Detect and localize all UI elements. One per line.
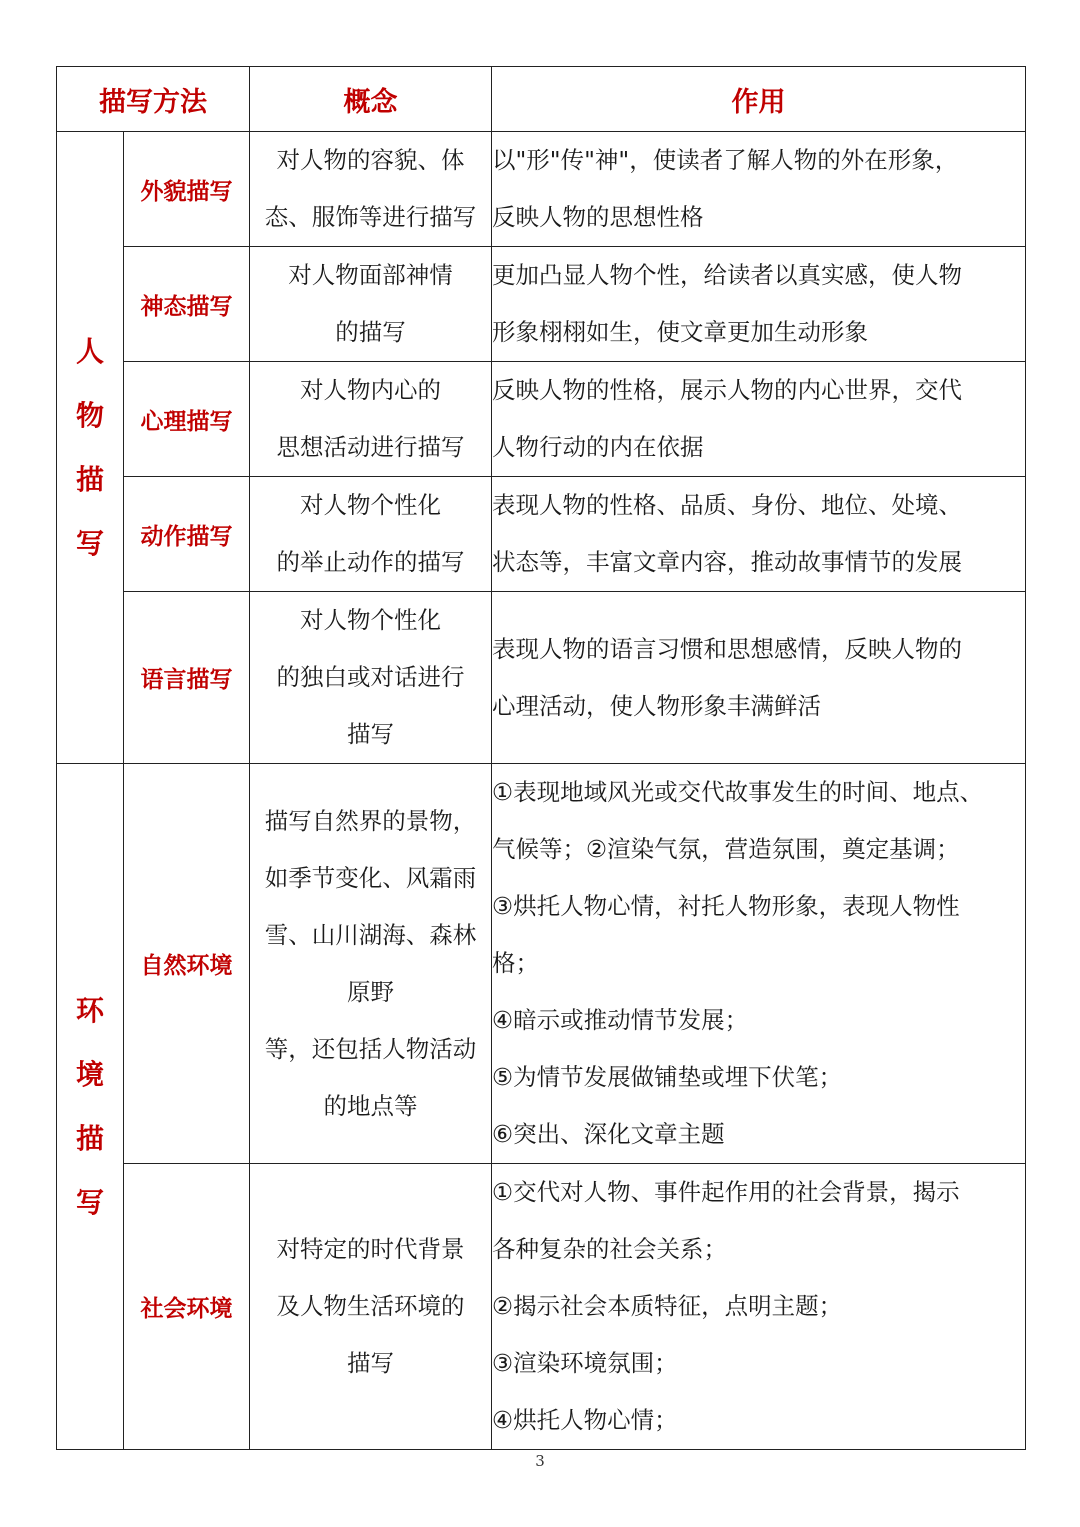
group-label-char: 描 (75, 1121, 104, 1155)
method-label: 神态描写 (124, 247, 250, 362)
concept-cell (250, 592, 492, 764)
effect-line: ⑥突出、深化文章主题 (492, 1120, 725, 1148)
effect-cell (492, 477, 1026, 592)
effect-line: 各种复杂的社会关系； (492, 1235, 727, 1263)
concept-line: 的描写 (335, 318, 406, 346)
method-label: 外貌描写 (124, 132, 250, 247)
concept-line: 原野 (347, 977, 394, 1006)
effect-line: ③烘托人物心情，衬托人物形象，表现人物性 (492, 892, 960, 920)
concept-cell (250, 362, 492, 477)
effect-line: 表现人物的语言习惯和思想感情，反映人物的 (492, 634, 962, 663)
page-number: 3 (535, 1452, 545, 1470)
concept-line: 的独白或对话进行 (276, 663, 465, 691)
effect-cell (492, 764, 1026, 1164)
group-label-environment (57, 764, 124, 1450)
header-method: 描写方法 (57, 67, 250, 132)
method-label: 心理描写 (124, 362, 250, 477)
table-row (57, 247, 1026, 362)
concept-line: 对人物个性化 (300, 491, 441, 519)
effect-line: 人物行动的内在依据 (492, 433, 704, 461)
concept-cell (250, 132, 492, 247)
concept-line: 对特定的时代背景 (276, 1235, 465, 1263)
concept-line: 如季节变化、风霜雨 (264, 863, 477, 892)
table-row (57, 362, 1026, 477)
header-concept: 概念 (250, 67, 492, 132)
concept-line: 思想活动进行描写 (276, 433, 465, 461)
effect-cell (492, 132, 1026, 247)
table-row (57, 132, 1026, 247)
effect-cell (492, 592, 1026, 764)
group-label-char: 写 (75, 1185, 104, 1219)
concept-line: 对人物面部神情 (288, 261, 453, 289)
group-label-char: 物 (75, 398, 104, 432)
concept-line: 对人物内心的 (300, 376, 441, 404)
method-label: 动作描写 (124, 477, 250, 592)
concept-line: 雪、山川湖海、森林 (264, 920, 477, 949)
effect-line: ①表现地域风光或交代故事发生的时间、地点、 (492, 778, 984, 806)
group-label-char: 境 (75, 1057, 104, 1091)
concept-cell (250, 247, 492, 362)
concept-line: 等，还包括人物活动 (264, 1034, 477, 1063)
effect-cell (492, 247, 1026, 362)
effect-cell (492, 362, 1026, 477)
effect-cell (492, 1164, 1026, 1450)
concept-line: 对人物的容貌、体 (276, 146, 465, 174)
concept-line: 态、服饰等进行描写 (264, 203, 477, 231)
method-label: 语言描写 (124, 592, 250, 764)
table-row (57, 1164, 1026, 1450)
effect-line: 格； (492, 949, 539, 977)
concept-line: 描写自然界的景物， (264, 806, 477, 835)
concept-line: 的举止动作的描写 (276, 548, 465, 576)
concept-line: 描写 (347, 720, 394, 748)
concept-line: 描写 (347, 1349, 394, 1377)
concept-cell (250, 1164, 492, 1450)
effect-line: 更加凸显人物个性，给读者以真实感，使人物 (492, 261, 962, 289)
header-effect: 作用 (492, 67, 1026, 132)
group-label-char: 写 (75, 526, 104, 560)
effect-line: ②揭示社会本质特征，点明主题； (492, 1292, 843, 1320)
description-methods-table (56, 66, 1026, 1450)
group-label-char: 描 (75, 462, 104, 496)
effect-line: 气候等；②渲染气氛，营造氛围，奠定基调； (492, 835, 960, 863)
concept-line: 的地点等 (323, 1091, 418, 1120)
group-label-char: 环 (75, 993, 104, 1027)
effect-line: 心理活动，使人物形象丰满鲜活 (492, 691, 821, 720)
concept-line: 对人物个性化 (300, 606, 441, 634)
table-row (57, 477, 1026, 592)
effect-line: 反映人物的性格，展示人物的内心世界，交代 (492, 376, 962, 404)
concept-cell (250, 764, 492, 1164)
table-row (57, 592, 1026, 764)
group-label-char: 人 (75, 334, 104, 368)
effect-line: ①交代对人物、事件起作用的社会背景，揭示 (492, 1178, 960, 1206)
concept-cell (250, 477, 492, 592)
effect-line: 状态等，丰富文章内容，推动故事情节的发展 (492, 548, 962, 576)
method-label: 自然环境 (124, 764, 250, 1164)
effect-line: 反映人物的思想性格 (492, 203, 704, 231)
effect-line: 以"形"传"神"，使读者了解人物的外在形象， (492, 146, 959, 174)
method-label: 社会环境 (124, 1164, 250, 1450)
effect-line: 形象栩栩如生，使文章更加生动形象 (492, 318, 868, 346)
effect-line: ④暗示或推动情节发展； (492, 1006, 749, 1034)
effect-line: 表现人物的性格、品质、身份、地位、处境、 (492, 491, 962, 519)
group-label-character (57, 132, 124, 764)
effect-line: ③渲染环境氛围； (492, 1349, 678, 1377)
table-row (57, 764, 1026, 1164)
effect-line: ⑤为情节发展做铺垫或埋下伏笔； (492, 1063, 843, 1091)
header-row (57, 67, 1026, 132)
concept-line: 及人物生活环境的 (276, 1292, 465, 1320)
effect-line: ④烘托人物心情； (492, 1406, 678, 1434)
